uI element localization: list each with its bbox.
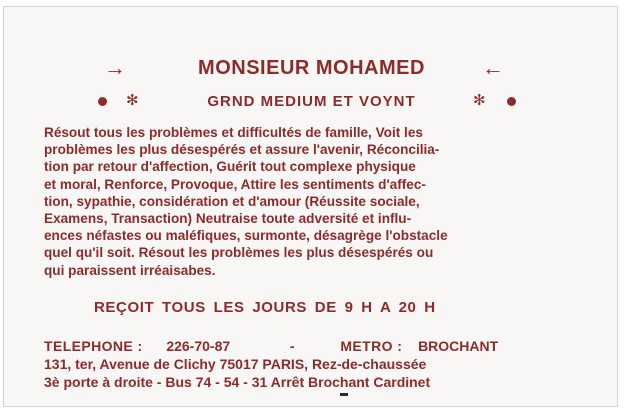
telephone-label: TELEPHONE : bbox=[44, 338, 143, 354]
address-line-2: 3è porte à droite - Bus 74 - 54 - 31 Arrêt Brochant Cardinet bbox=[44, 374, 431, 390]
card-subtitle: GRND MEDIUM ET VOYNT bbox=[207, 93, 416, 110]
contact-block bbox=[44, 337, 589, 391]
card-title: MONSIEUR MOHAMED bbox=[198, 57, 425, 79]
left-arrow-icon: ← bbox=[482, 55, 504, 80]
left-star-icon: ✻ bbox=[126, 92, 139, 109]
metro-station: BROCHANT bbox=[418, 338, 499, 354]
ink-mark bbox=[340, 393, 348, 396]
right-arrow-icon: → bbox=[104, 55, 126, 80]
address-line-1: 131, ter, Avenue de Clichy 75017 PARIS, Rez-de-chaussée bbox=[44, 356, 427, 372]
right-dot-icon bbox=[507, 97, 516, 106]
services-description: Résout tous les problèmes et difficultés de famille, Voit les problèmes les plus désespérés et assure l'avenir, Réconcilia- tion par retour d'affection, Guérit tout complexe physique et moral, Renforce, Provoque, Attire les sentiments d'affec- tion, sypathie, considération et d'amour (Réussite sociale, Examens, Transaction) Neutraise toute adversité et influ- ences néfastes ou maléfiques, surmonte, désagrège l'obstacle quel qu'il soit. Résout les problèmes les plus désespérés ou qui paraissent irréaisabes. bbox=[44, 125, 448, 278]
right-star-icon: ✻ bbox=[473, 92, 486, 109]
metro-label: METRO : bbox=[340, 338, 403, 354]
telephone-number: 226-70-87 bbox=[166, 338, 231, 354]
opening-hours: REÇOIT TOUS LES JOURS DE 9 H A 20 H bbox=[94, 299, 436, 316]
business-card bbox=[3, 6, 618, 407]
separator-dash: - bbox=[289, 338, 295, 354]
phone-metro-row bbox=[44, 337, 589, 355]
